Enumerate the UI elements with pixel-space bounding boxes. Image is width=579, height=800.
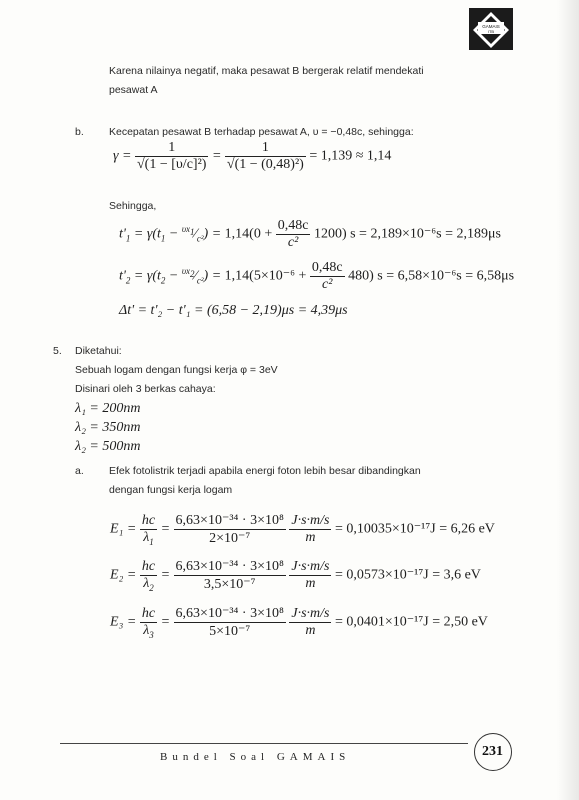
energy-3-result: = 0,0401×10⁻¹⁷J = 2,50 eV — [334, 614, 488, 630]
energy-equation-3: E₃ = $\frac{hc}{\lambda_3}$ = $\frac{\text{6,63×10⁻³⁴ · 3×10⁸}}{\text{5×10⁻⁷}}$ $\frac{J\cdot s\cdot m/s}{m}$ = 0,0401×10⁻¹⁷J = 2,50 eV — [110, 606, 488, 640]
energy-3-lhs: E₃ — [110, 614, 124, 630]
logo-top-text: GAMAIS — [482, 24, 500, 29]
t2-equation: $t'_2 = \gamma(t_2$ − $^{\upsilon x_2}⁄_{c^2}) = 1,14(5\times 10^{-6}$ + $\frac{0,48c}{\text{c²}}$ 480) s = 6,58×10⁻⁶s = 6,58μs — [119, 260, 515, 292]
energy-equation-1: E₁ = $\frac{hc}{\lambda_1}$ = $\frac{\text{6,63×10⁻³⁴ · 3×10⁸}}{\text{2×10⁻⁷}}$ $\frac{J\cdot s\cdot m/s}{m}$ = 0,10035×10⁻¹⁷J = 6,26 eV — [110, 513, 495, 547]
page-number: 231 — [482, 744, 503, 759]
energy-equation-2: E₂ = $\frac{hc}{\lambda_2}$ = $\frac{\text{6,63×10⁻³⁴ · 3×10⁸}}{\text{3,5×10⁻⁷}}$ $\frac{J\cdot s\cdot m/s}{m}$ = 0,0573×10⁻¹⁷J = 3,6 eV — [110, 559, 481, 593]
part-b-label: b. — [75, 126, 84, 138]
part-a-label: a. — [75, 465, 84, 477]
part-b-text: Kecepatan pesawat B terhadap pesawat A, υ = −0,48c, sehingga: — [109, 126, 414, 138]
t2-result: s = 6,58×10⁻⁶s = 6,58μs — [377, 268, 515, 284]
energy-3-den: 5×10⁻⁷ — [209, 624, 251, 639]
footer-title: Bundel Soal GAMAIS — [160, 751, 351, 763]
t1-result: s = 2,189×10⁻⁶s = 2,189μs — [350, 226, 501, 242]
given-line-1: Sebuah logam dengan fungsi kerja φ = 3eV — [75, 364, 278, 376]
sehingga-label: Sehingga, — [109, 200, 157, 212]
lambda-1: λ₁ = 200nm — [75, 401, 141, 416]
problem-5-number: 5. — [53, 345, 62, 357]
intro-line-2: pesawat A — [109, 84, 158, 96]
t1-equation: $t'_1 = \gamma(t_1$ − $^{\upsilon x_1}⁄_{c^2}) = 1,14(0$ + $\frac{0,48c}{\text{c²}}$ 1200) s = 2,189×10⁻⁶s = 2,189μs — [119, 218, 501, 250]
footer-rule — [60, 743, 468, 744]
energy-2-den: 3,5×10⁻⁷ — [203, 577, 256, 592]
part-a-line-1: Efek fotolistrik terjadi apabila energi foton lebih besar dibandingkan — [109, 465, 421, 477]
energy-1-result: = 0,10035×10⁻¹⁷J = 6,26 eV — [334, 521, 495, 537]
logo-bottom-text: ITB — [487, 29, 495, 34]
diketahui-label: Diketahui: — [75, 345, 122, 357]
part-a-line-2: dengan fungsi kerja logam — [109, 484, 233, 496]
gamais-logo — [469, 8, 513, 50]
lambda-3: λ₂ = 500nm — [75, 439, 141, 454]
energy-1-den: 2×10⁻⁷ — [209, 531, 251, 546]
lambda-2: λ₂ = 350nm — [75, 420, 141, 435]
page-edge-shadow — [557, 0, 579, 800]
energy-2-result: = 0,0573×10⁻¹⁷J = 3,6 eV — [334, 567, 481, 583]
delta-t-line: Δt' = t'₂ − t'₁ = (6,58 − 2,19)μs = 4,39μs — [119, 303, 348, 318]
energy-1-lhs: E₁ — [110, 521, 124, 537]
gamma-equation: γ = $\frac{1}{\text{√(1 − [υ/c]²)}}$ = $\frac{1}{\text{√(1 − (0,48)²)}}$ = 1,139 ≈ 1,14 — [113, 140, 392, 172]
gamma-result: = 1,139 ≈ 1,14 — [309, 148, 392, 164]
intro-line-1: Karena nilainya negatif, maka pesawat B bergerak relatif mendekati — [109, 65, 424, 77]
energy-2-lhs: E₂ — [110, 567, 124, 583]
given-line-2: Disinari oleh 3 berkas cahaya: — [75, 383, 216, 395]
